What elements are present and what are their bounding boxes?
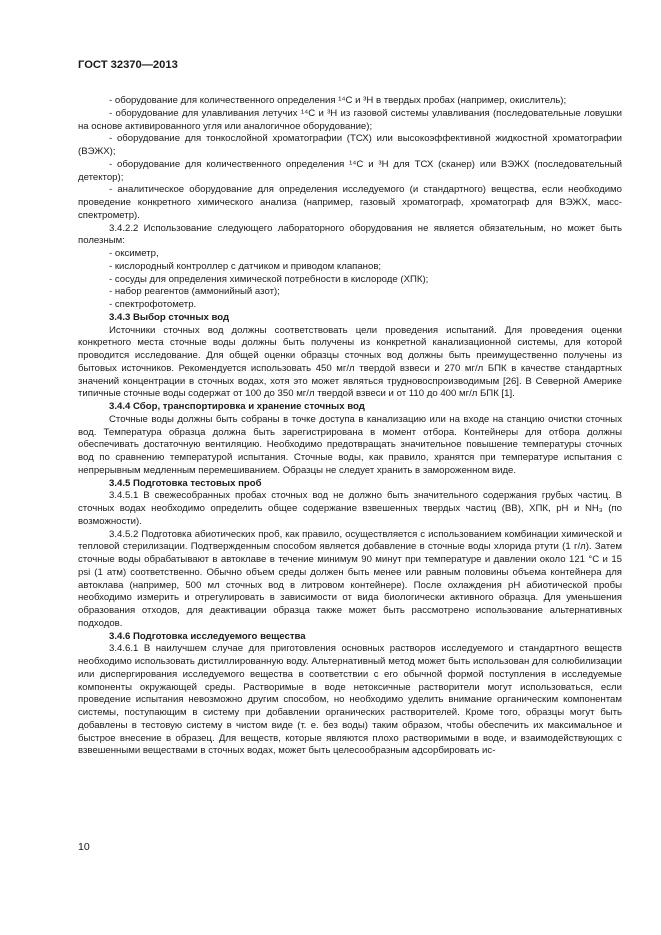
paragraph: - оборудование для тонкослойной хроматографии (ТСХ) или высокоэффективной жидкостной хроматографии (ВЭЖХ); (78, 133, 622, 157)
page-number: 10 (78, 841, 90, 853)
paragraph: 3.4.2.2 Использование следующего лабораторного оборудования не является обязательным, но может быть полезным: (78, 222, 622, 247)
section-heading: 3.4.3 Выбор сточных вод (109, 311, 230, 323)
document-code: ГОСТ 32370—2013 (78, 59, 178, 71)
list-item: - набор реагентов (аммонийный азот); (109, 286, 280, 298)
section-heading: 3.4.6 Подготовка исследуемого вещества (109, 630, 306, 642)
paragraph: - оборудование для количественного определения ¹⁴C и ³H для ТСХ (сканер) или ВЭЖХ (последовательный детектор); (78, 158, 622, 183)
paragraph: 3.4.6.1 В наилучшем случае для приготовления основных растворов исследуемого и стандартного веществ необходимо использовать дистиллированную воду. Альтернативный метод может быть использован для солюбилизации или диспергирования исследуемого вещества в соответствии с его обычной формой поступления в исследуемые компоненты окружающей среды. Растворимые в воде нетоксичные растворители могут использоваться, если проведение испытания невозможно другим способом, но необходимо уделить внимание органическим компонентам системы, поступающим в систему при добавлении органических растворителей. Кроме того, образцы могут быть добавлены в тестовую систему в чистом виде (т. е. без воды) таким образом, чтобы обеспечить их максимальное и быстрое внесение в образец. Для веществ, которые являются плохо растворимыми в воде, и взаимодействующих с взвешенными веществами в сточных водах, может быть целесообразным адсорбировать ис- (78, 643, 622, 757)
paragraph: Сточные воды должны быть собраны в точке доступа в канализацию или на входе на станцию очистки сточных вод. Температура образца должна быть зарегистрирована в момент отбора. Контейнеры для отбора должны обеспечивать достаточную вентиляцию. Необходимо предотвращать значительное повышение температуры сточных вод по сравнению температурой испытания. Сточные воды, как правило, хранятся при температуре испытания с непрерывным медленным перемешиванием. Образцы не следует хранить в замороженном виде. (78, 413, 622, 476)
section-heading: 3.4.4 Сбор, транспортировка и хранение сточных вод (109, 401, 365, 412)
paragraph: 3.4.5.2 Подготовка абиотических проб, как правило, осуществляется с использованием комбинации химической и тепловой стерилизации. Подтвержденным способом является добавление в сточные воды хлорида ртути (1 г/л). Затем сточные воды обрабатывают в автоклаве в течение минимум 90 минут при температуре и давлении около 121 °С и 15 psi (1 атм) соответственно. Обычно объем среды должен быть менее или равным половины объема контейнера для автоклава (например, 500 мл сточных вод в литровом контейнере). После охлаждения pH абиотической пробы необходимо измерить и отрегулировать в зависимости от вида биологически активного образца. Для уменьшения образования отходов, для деактивации образца также может быть рассмотрено использование альтернативных подходов. (78, 528, 622, 629)
list-item: - спектрофотометр. (109, 299, 197, 310)
paragraph: - аналитическое оборудование для определения исследуемого (и стандартного) вещества, если необходимо проведение конкретного химического анализа (например, газовый хроматограф, хроматограф для ВЭЖХ, масс-спектрометр). (78, 184, 622, 221)
paragraph: 3.4.5.1 В свежесобранных пробах сточных вод не должно быть значительного содержания грубых частиц. В сточных водах необходимо определить общее содержание взвешенных твердых частиц (ВВ), ХПК, pH и NH₃ (по возможности). (78, 490, 622, 527)
paragraph: - оборудование для улавливания летучих ¹⁴C и ³H из газовой системы улавливания (последовательные ловушки на основе активированного угля или аналогичное оборудование); (78, 107, 622, 132)
paragraph: Источники сточных вод должны соответствовать цели проведения испытаний. Для проведения оценки конкретного места сточные воды должны быть получены из конкретной канализационной системы, для которой проводится исследование. Для общей оценки образцы сточных вод должны быть преимущественно получены из бытовых источников. Рекомендуется использовать 450 мг/л твердой взвеси и 270 мг/л БПК в качестве стандартных значений концентрации в сточных водах, хотя это может являться трудновоспроизводимым [26]. В Северной Америке типичные сточные воды содержат от 100 до 350 мг/л твердой взвеси и от 110 до 400 мг/л БПК [1]. (78, 324, 622, 400)
page-body (78, 95, 622, 758)
list-item: - кислородный контроллер с датчиком и приводом клапанов; (109, 260, 382, 272)
list-item: - сосуды для определения химической потребности в кислороде (ХПК); (109, 273, 429, 285)
section-heading: 3.4.5 Подготовка тестовых проб (109, 477, 262, 489)
list-item: - оксиметр, (109, 248, 159, 259)
paragraph: - оборудование для количественного определения ¹⁴C и ³H в твердых пробах (например, окислитель); (109, 95, 567, 106)
